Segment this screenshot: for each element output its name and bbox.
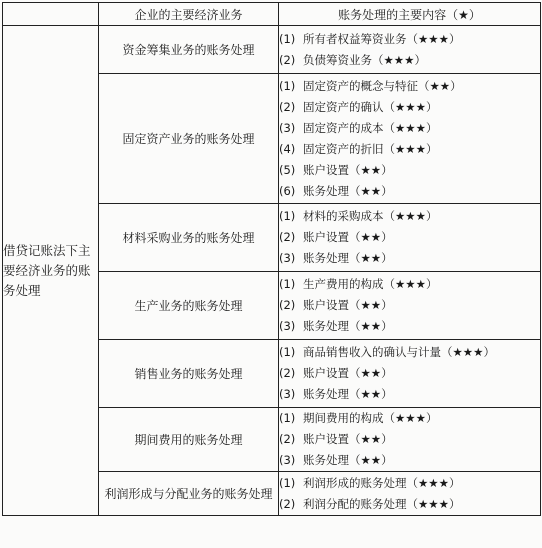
paren-open: （ [349,387,361,401]
paren-close: ） [381,319,393,333]
content-item [279,139,540,160]
rating-stars: ★★ [360,298,382,312]
paren-open: （ [349,183,361,198]
item-text: 账务处理 [303,453,349,467]
rating-stars: ★★ [360,387,382,401]
paren-open: （ [349,453,361,467]
paren-open: （ [383,277,395,291]
item-text: 生产费用的构成 [303,277,384,291]
paren-close: ） [448,31,461,46]
rating-stars: ★★ [360,162,382,177]
paren-open: （ [383,141,395,156]
paren-close: ） [425,141,438,156]
item-number: (2) [279,496,296,511]
content-cell [279,408,541,472]
rating-stars: ★★ [360,319,382,333]
item-text: 负债筹资业务 [303,52,372,67]
item-text: 利润分配的账务处理 [303,496,407,511]
item-number: (3) [279,251,296,265]
paren-close: ） [483,345,495,359]
item-number: (3) [279,387,296,401]
paren-close: ） [381,453,393,467]
header-blank [3,3,99,26]
item-number: (1) [279,277,296,291]
item-number: (1) [279,78,296,93]
item-number: (2) [279,366,296,380]
rating-stars: ★★ [360,453,382,467]
paren-open: （ [383,120,395,135]
rating-stars: ★★ [360,432,382,446]
left-section-label: 借贷记账法下主要经济业务的账务处理 [3,26,99,516]
item-text: 账户设置 [303,162,349,177]
paren-close: ） [381,162,393,177]
table-row [3,26,541,74]
rating-stars: ★★ [429,78,451,93]
content-item [279,160,540,181]
paren-close: ） [381,230,393,244]
item-text: 固定资产的概念与特征 [303,78,418,93]
paren-close: ） [425,99,438,114]
business-category: 材料采购业务的账务处理 [99,204,279,272]
paren-open: （ [349,366,361,380]
item-text: 账户设置 [303,432,349,446]
item-text: 账户设置 [303,298,349,312]
paren-close: ） [381,366,393,380]
rating-stars: ★★★ [418,31,449,46]
content-cell [279,340,541,408]
content-item [279,295,540,316]
item-text: 账户设置 [303,230,349,244]
item-number: (4) [279,141,296,156]
paren-close: ） [450,78,462,93]
item-text: 固定资产的成本 [303,120,384,135]
content-cell [279,272,541,340]
rating-stars: ★★ [360,230,382,244]
paren-open: （ [406,496,418,511]
content-item [279,494,540,515]
content-item [279,29,540,50]
rating-stars: ★★★ [452,345,484,359]
rating-stars: ★★★ [395,141,426,156]
paren-close: ） [448,496,461,511]
item-text: 固定资产的折旧 [303,141,384,156]
paren-close: ） [425,120,438,135]
content-item [279,316,540,337]
item-number: (5) [279,162,296,177]
paren-open: （ [383,99,395,114]
item-text: 账务处理 [303,183,349,198]
content-cell [279,472,541,516]
item-text: 利润形成的账务处理 [303,475,407,490]
paren-close: ） [381,251,393,265]
business-category: 期间费用的账务处理 [99,408,279,472]
paren-open: （ [372,52,384,67]
table-body [3,26,541,516]
content-item [279,429,540,450]
content-item [279,274,540,295]
item-number: (3) [279,120,296,135]
content-item [279,408,540,429]
content-item [279,342,540,363]
item-number: (1) [279,345,296,359]
rating-stars: ★★★ [383,52,415,67]
paren-open: （ [349,319,361,333]
business-category: 生产业务的账务处理 [99,272,279,340]
paren-close: ） [425,209,438,223]
content-cell [279,26,541,74]
rating-stars: ★★ [360,183,382,198]
paren-open: （ [406,475,418,490]
business-category: 固定资产业务的账务处理 [99,74,279,204]
item-text: 商品销售收入的确认与计量 [303,345,441,359]
rating-stars: ★★★ [395,277,426,291]
item-text: 账务处理 [303,319,349,333]
paren-open: （ [349,162,361,177]
content-item [279,97,540,118]
item-number: (2) [279,99,296,114]
item-number: (2) [279,432,296,446]
paren-open: （ [418,78,430,93]
paren-close: ） [381,432,393,446]
rating-stars: ★★ [360,366,382,380]
paren-close: ） [414,52,426,67]
content-item [279,363,540,384]
content-item [279,76,540,97]
content-cell [279,74,541,204]
paren-open: （ [406,31,418,46]
business-category: 销售业务的账务处理 [99,340,279,408]
content-item [279,450,540,471]
item-number: (2) [279,298,296,312]
content-item [279,181,540,202]
item-text: 期间费用的构成 [303,411,384,425]
item-text: 账户设置 [303,366,349,380]
paren-close: ） [448,475,461,490]
item-number: (2) [279,52,296,67]
paren-close: ） [381,183,393,198]
paren-open: （ [349,230,361,244]
item-number: (1) [279,209,296,223]
paren-close: ） [381,298,393,312]
paren-open: （ [383,411,395,425]
content-item [279,473,540,494]
rating-stars: ★★★ [418,475,449,490]
content-item [279,118,540,139]
rating-stars: ★★★ [395,99,426,114]
item-number: (2) [279,230,296,244]
paren-close: ） [425,277,438,291]
paren-open: （ [349,298,361,312]
rating-stars: ★★ [360,251,382,265]
item-number: (3) [279,453,296,467]
item-number: (1) [279,31,296,46]
content-cell [279,204,541,272]
accounting-table [2,2,541,516]
content-item [279,206,540,227]
item-number: (1) [279,411,296,425]
paren-open: （ [349,432,361,446]
rating-stars: ★★★ [395,411,426,425]
rating-stars: ★★★ [395,120,426,135]
rating-stars: ★★★ [418,496,449,511]
header-row [3,3,541,26]
item-number: (3) [279,319,296,333]
item-text: 所有者权益筹资业务 [303,31,407,46]
business-category: 资金筹集业务的账务处理 [99,26,279,74]
item-text: 账务处理 [303,251,349,265]
paren-close: ） [425,411,438,425]
paren-open: （ [349,251,361,265]
header-business: 企业的主要经济业务 [99,3,279,26]
item-text: 材料的采购成本 [303,209,384,223]
item-text: 固定资产的确认 [303,99,384,114]
paren-close: ） [381,387,393,401]
item-text: 账务处理 [303,387,349,401]
content-item [279,227,540,248]
paren-open: （ [383,209,395,223]
item-number: (1) [279,475,296,490]
header-content: 账务处理的主要内容（★） [279,3,541,26]
content-item [279,50,540,71]
rating-stars: ★★★ [395,209,426,223]
item-number: (6) [279,183,296,198]
content-item [279,384,540,405]
business-category: 利润形成与分配业务的账务处理 [99,472,279,516]
content-item [279,248,540,269]
paren-open: （ [441,345,453,359]
